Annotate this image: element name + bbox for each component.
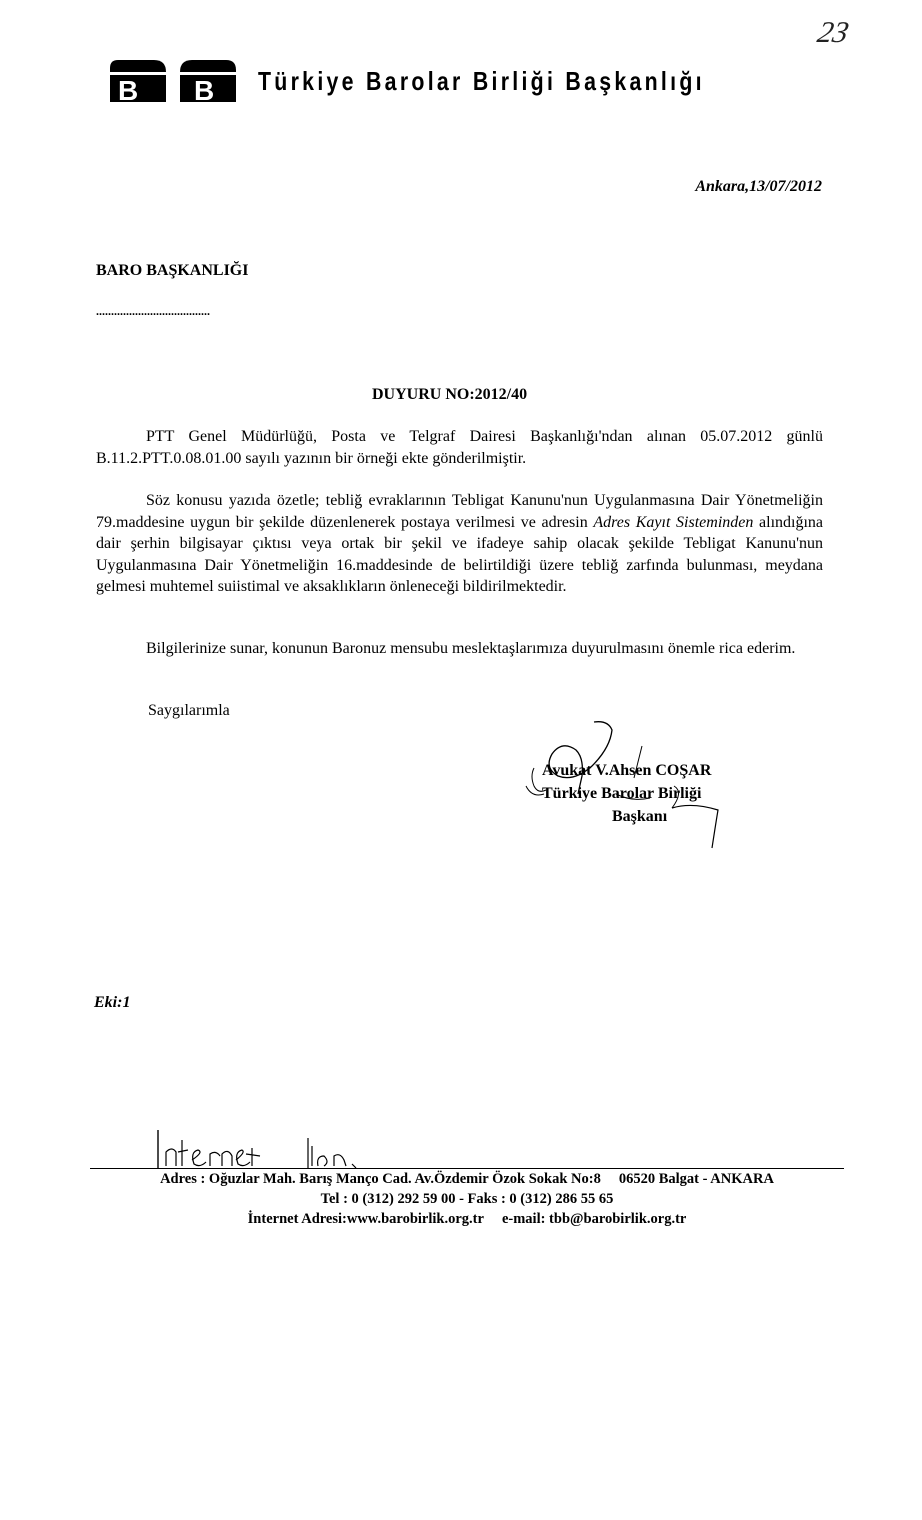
closing-salutation: Saygılarımla: [148, 702, 230, 719]
tbb-logo: [108, 58, 238, 104]
svg-text:B: B: [194, 75, 215, 104]
organization-name: Türkiye Barolar Birliği Başkanlığı: [258, 66, 705, 96]
italic-term: Adres Kayıt Sisteminden: [593, 513, 754, 531]
body-paragraph-1: PTT Genel Müdürlüğü, Posta ve Telgraf Dairesi Başkanlığı'ndan alınan 05.07.2012 günlü B.11.2.PTT.0.08.01.00 sayılı yazının bir örneği ekte gönderilmiştir.: [96, 428, 823, 467]
footer-address: Adres : Oğuzlar Mah. Barış Manço Cad. Av.Özdemir Özok Sokak No:8 06520 Balgat - ANKARA: [160, 1171, 774, 1187]
footer-phone: Tel : 0 (312) 292 59 00 - Faks : 0 (312) 286 55 65: [320, 1191, 614, 1207]
svg-text:B: B: [118, 75, 139, 104]
footer-website[interactable]: İnternet Adresi:www.barobirlik.org.tr: [247, 1211, 484, 1227]
body-paragraph-2: Söz konusu yazıda özetle; tebliğ evraklarının Tebligat Kanunu'nun Uygulanmasına Dair Yönetmeliğin 79.maddesine uygun bir şekilde düzenlenerek postaya verilmesi ve adresin Adres Kayıt Sisteminden alındığına dair şerhin bilgisayar çıktısı veya ortak bir şekil ve ifadeye sahip olacak şekilde Tebligat Kanunu'nun Uygulanmasına Dair Yönetmeliğin 16.maddesinde de belirtildiği üzere tebliğ zarfında bulunması, meydana gelmesi muhtemel suiistimal ve aksaklıkların önleneceği bildirilmektedir.: [96, 492, 824, 596]
footer-divider: [90, 1168, 844, 1169]
handwritten-page-number: 23: [814, 16, 852, 49]
signatory-title: Başkanı: [612, 808, 668, 825]
recipient-placeholder: ......................................: [96, 304, 210, 318]
notice-title: DUYURU NO:2012/40: [372, 386, 528, 403]
letter-date: Ankara,13/07/2012: [695, 178, 822, 195]
footer-email[interactable]: e-mail: tbb@barobirlik.org.tr: [501, 1211, 687, 1227]
signatory-name: Avukat V.Ahsen COŞAR: [542, 762, 712, 779]
footer-internet: [90, 1211, 844, 1228]
attachment-label: Eki:1: [94, 994, 131, 1011]
signatory-organization: Türkiye Barolar Birliği: [542, 785, 702, 802]
recipient-title: BARO BAŞKANLIĞI: [96, 262, 249, 279]
body-paragraph-3: Bilgilerinize sunar, konunun Baronuz mensubu meslektaşlarımıza duyurulmasını önemle rica ederim.: [146, 640, 796, 657]
